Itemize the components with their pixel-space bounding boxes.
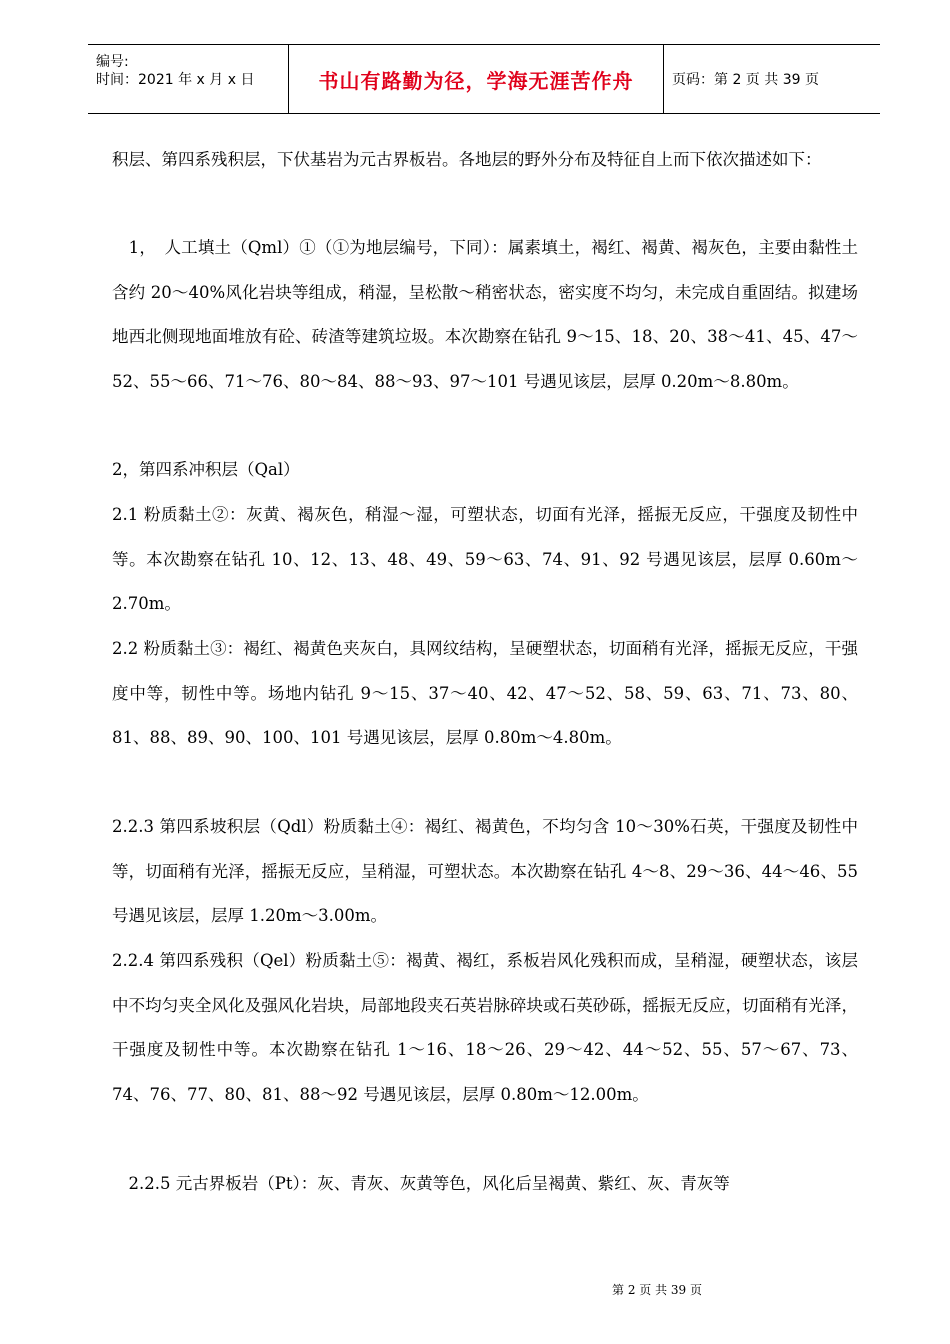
paragraph-layer-2-heading: 2，第四系冲积层（Qal） <box>112 460 300 479</box>
page-header <box>88 44 880 114</box>
paragraph-layer-2-2-4: 2.2.4 第四系残积（Qel）粉质黏土⑤：褐黄、褐红，系板岩风化残积而成，呈稍湿，硬塑状态，该层中不均匀夹全风化及强风化岩块，局部地段夹石英岩脉碎块或石英砂砾，摇振无反应，切面稍有光泽，干强度及韧性中等。本次勘察在钻孔 1～16、18～26、29～42、44～52、55、57～67、73、74、76、77、80、81、88～92 号遇见该层，层厚 0.80m～12.00m。 <box>112 951 858 1104</box>
paragraph-layer-2-2-3: 2.2.3 第四系坡积层（Qdl）粉质黏土④：褐红、褐黄色，不均匀含 10～30%石英，干强度及韧性中等，切面稍有光泽，摇振无反应，呈稍湿，可塑状态。本次勘察在钻孔 4～8、29～36、44～46、55 号遇见该层，层厚 1.20m～3.00m。 <box>112 817 858 925</box>
header-page-cell <box>664 45 880 113</box>
document-number-label: 编号: <box>96 54 129 70</box>
page-footer: 第 2 页 共 39 页 <box>612 1283 702 1297</box>
header-page-label: 页码：第 2 页 共 39 页 <box>672 72 819 88</box>
header-motto: 书山有路勤为径，学海无涯苦作舟 <box>318 68 634 93</box>
paragraph-layer-2-1: 2.1 粉质黏土②：灰黄、褐灰色，稍湿～湿，可塑状态，切面有光泽，摇振无反应，干强度及韧性中等。本次勘察在钻孔 10、12、13、48、49、59～63、74、91、92 号遇见该层，层厚 0.60m～2.70m。 <box>112 505 858 613</box>
header-motto-cell <box>288 45 664 113</box>
paragraph-layer-2-2: 2.2 粉质黏土③：褐红、褐黄色夹灰白，具网纹结构，呈硬塑状态，切面稍有光泽，摇振无反应，干强度中等，韧性中等。场地内钻孔 9～15、37～40、42、47～52、58、59、63、71、73、80、81、88、89、90、100、101 号遇见该层，层厚 0.80m～4.80m。 <box>112 639 858 747</box>
paragraph-layer-1: 1， 人工填土（Qml）①（①为地层编号，下同）：属素填土，褐红、褐黄、褐灰色，主要由黏性土含约 20～40%风化岩块等组成，稍湿，呈松散～稍密状态，密实度不均匀，未完成自重固结。拟建场地西北侧现地面堆放有砼、砖渣等建筑垃圾。本次勘察在钻孔 9～15、18、20、38～41、45、47～52、55～66、71～76、80～84、88～93、97～101 号遇见该层，层厚 0.20m～8.80m。 <box>112 238 858 391</box>
paragraph-layer-2-2-5: 2.2.5 元古界板岩（Pt）：灰、青灰、灰黄等色，风化后呈褐黄、紫红、灰、青灰等 <box>112 1174 730 1193</box>
paragraph-intro: 积层、第四系残积层，下伏基岩为元古界板岩。各地层的野外分布及特征自上而下依次描述如下： <box>112 150 822 169</box>
header-meta <box>88 45 288 113</box>
document-time-label: 时间：2021 年 x 月 x 日 <box>96 72 255 88</box>
